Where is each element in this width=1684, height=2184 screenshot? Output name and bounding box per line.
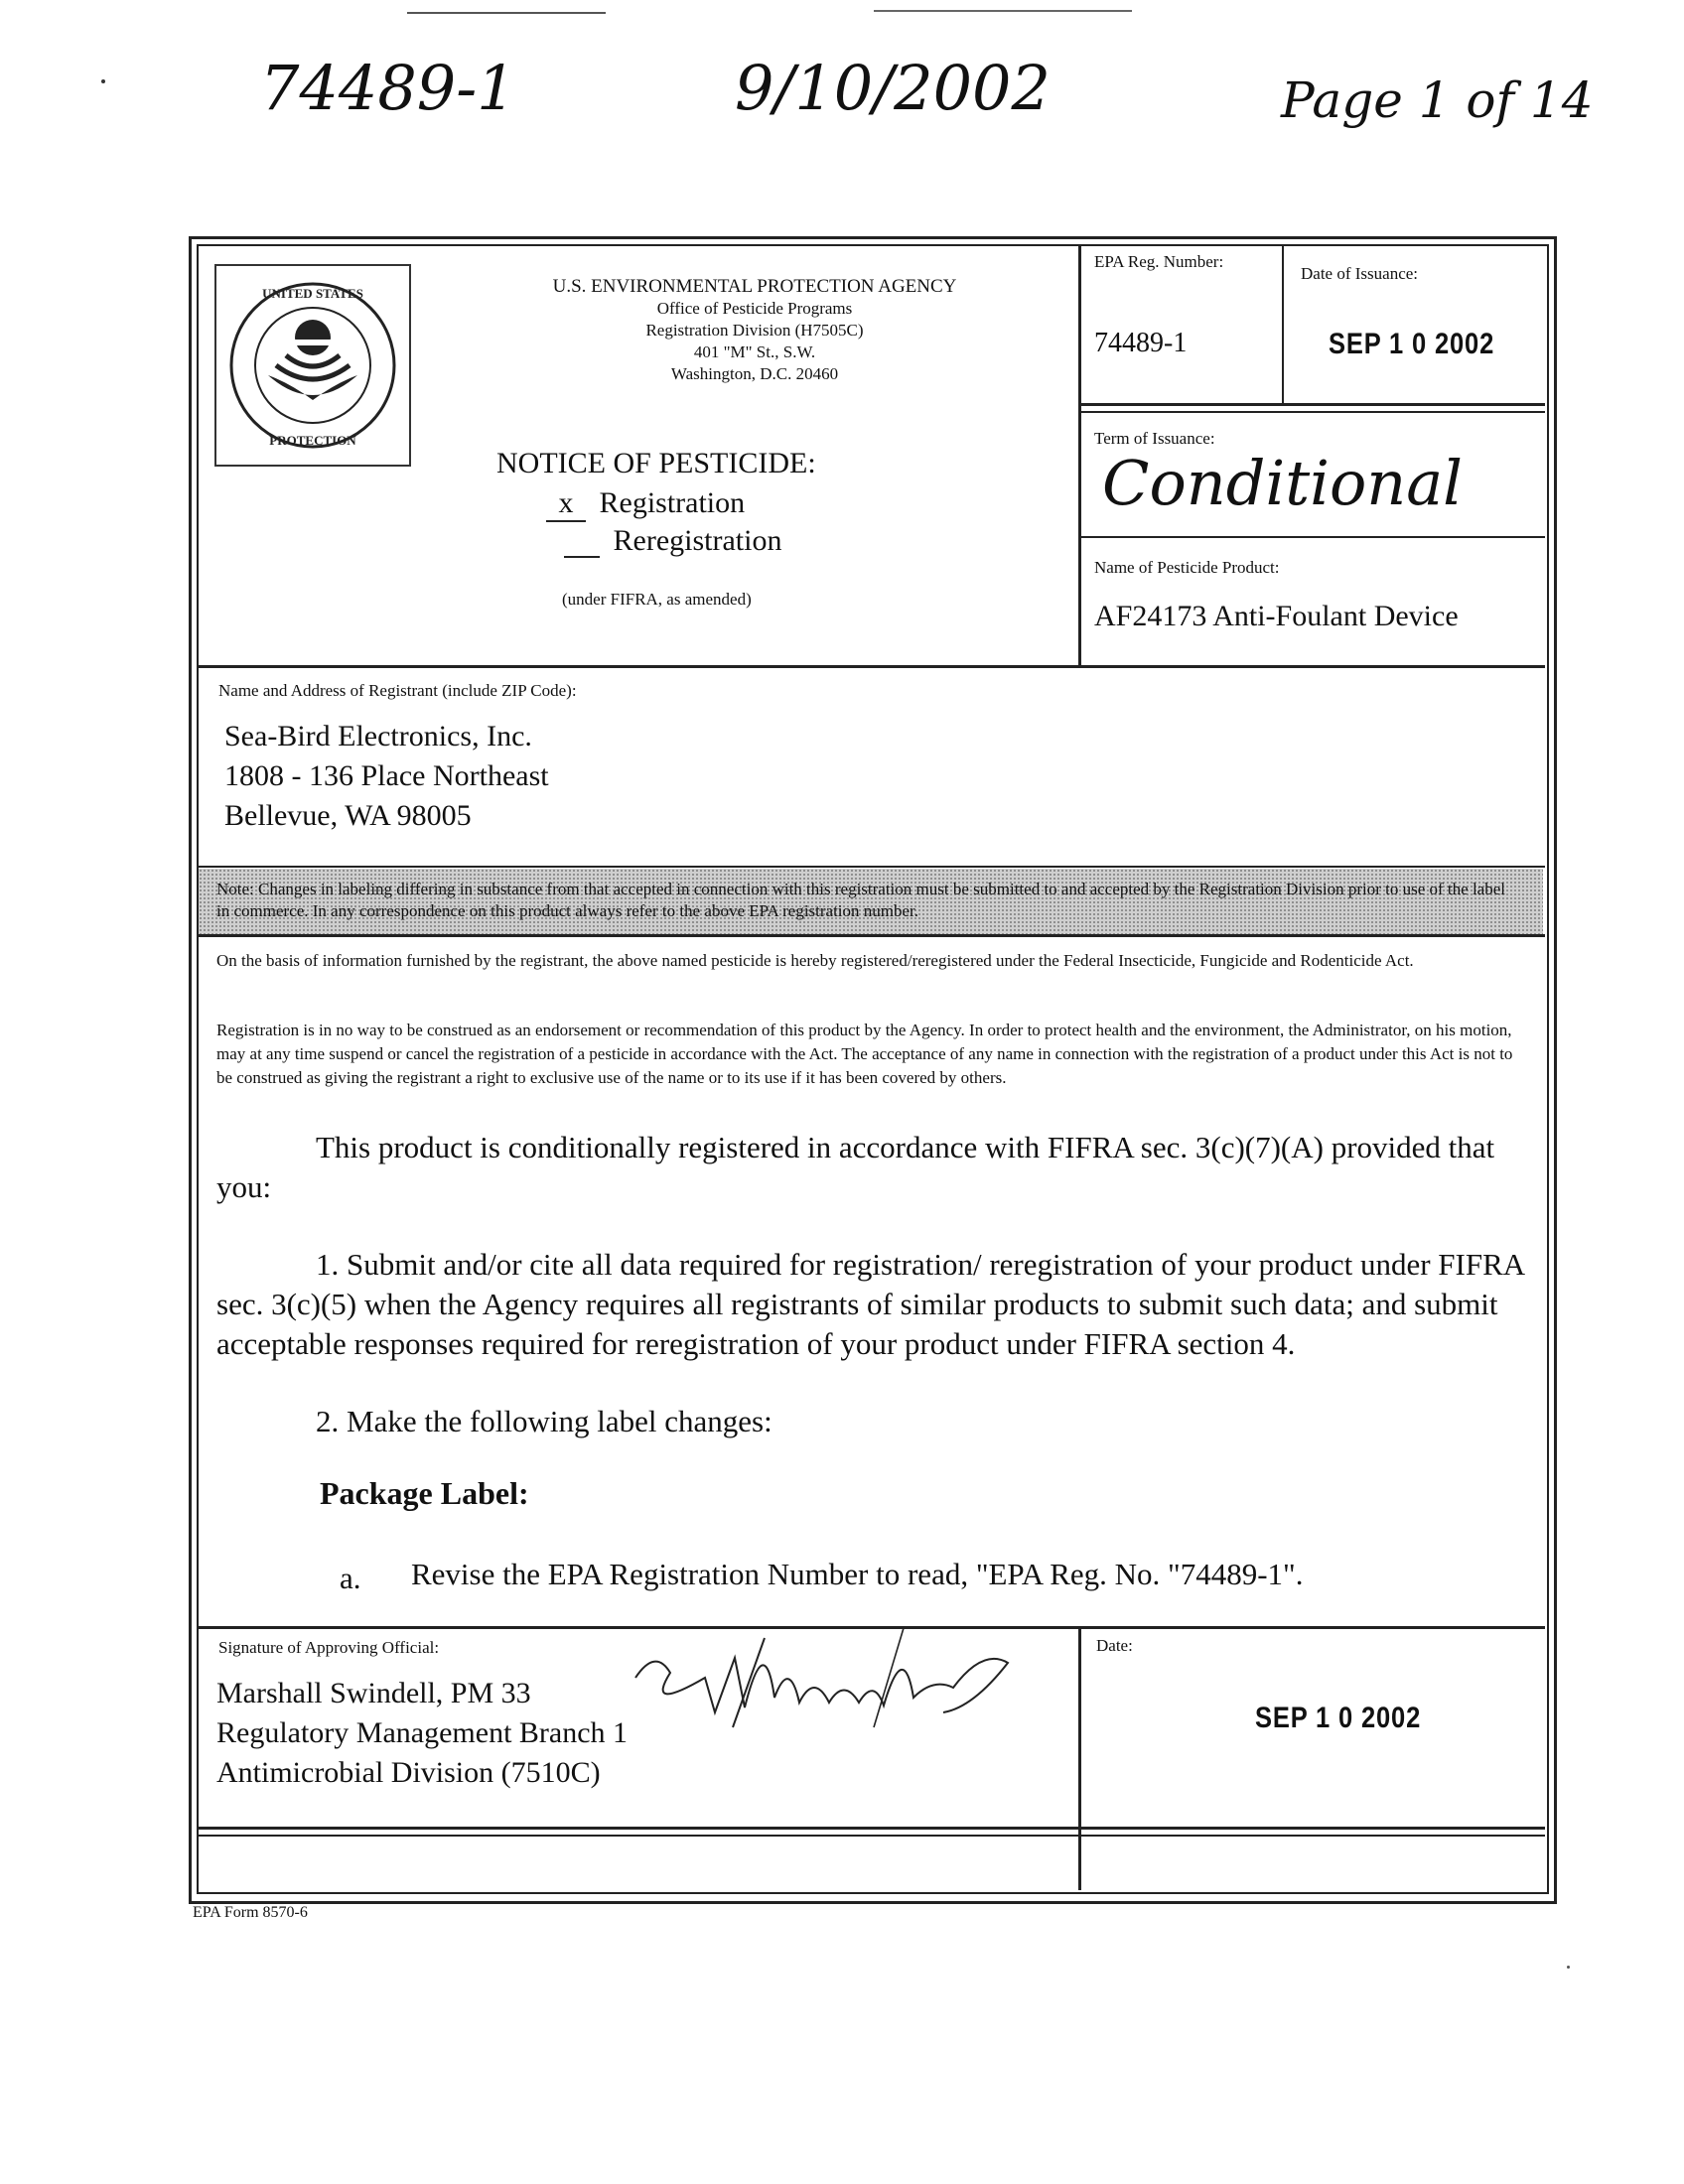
header-divider-horizontal [1078,536,1545,538]
header-bottom-divider [197,665,1545,668]
agency-address [496,276,1013,385]
agency-office: Office of Pesticide Programs [656,299,853,318]
product-label: Name of Pesticide Product: [1094,558,1280,577]
handwritten-date: 9/10/2002 [735,52,1051,124]
labeling-note [199,869,1543,934]
registrant-name: Sea-Bird Electronics, Inc. [224,720,532,752]
term-label: Term of Issuance: [1094,429,1215,448]
agency-division: Registration Division (H7505C) [645,321,864,340]
item-a-letter: a. [340,1561,361,1595]
reregistration-option [564,524,781,558]
note-bottom-divider [197,934,1545,937]
registrant-address [224,717,549,836]
agency-street: 401 "M" St., S.W. [693,342,816,361]
signature-label: Signature of Approving Official: [218,1638,440,1657]
registration-option [546,486,745,522]
header-divider-vertical [1078,244,1081,667]
bottom-row-divider-2 [197,1835,1545,1837]
registration-label: Registration [599,486,746,519]
item-2-paragraph: 2. Make the following label changes: [316,1404,772,1438]
registrant-city: Bellevue, WA 98005 [224,799,472,832]
note-top-divider [197,866,1545,868]
reregistration-checkmark [564,530,600,558]
bottom-row-divider [197,1827,1545,1830]
handwritten-page-number: Page 1 of 14 [1281,71,1594,129]
epa-seal-logo [216,266,409,465]
official-block [216,1674,628,1793]
header-divider-horizontal [1078,403,1545,406]
reg-number-value: 74489-1 [1094,328,1188,358]
svg-text:UNITED STATES: UNITED STATES [262,286,363,301]
date-issuance-stamp: SEP 1 0 2002 [1329,328,1495,360]
signature-date-stamp: SEP 1 0 2002 [1255,1702,1422,1734]
svg-text:PROTECTION: PROTECTION [269,433,356,448]
form-number: EPA Form 8570-6 [193,1904,308,1921]
signature-vertical-divider [1078,1626,1081,1890]
header-divider-horizontal [1078,411,1545,413]
handwritten-reg-number: 74489-1 [260,52,516,124]
registration-checkmark: x [546,486,586,522]
conditional-paragraph: This product is conditionally registered in accordance with FIFRA sec. 3(c)(7)(A) provided that you: [216,1130,1495,1204]
agency-city: Washington, D.C. 20460 [670,364,839,383]
scan-speck [101,79,105,83]
scan-artifact-line [874,10,1132,12]
header-divider-vertical-2 [1282,244,1284,405]
epa-seal-box [214,264,411,467]
handwritten-signature [616,1618,1033,1747]
under-fifra-note: (under FIFRA, as amended) [562,590,752,609]
scan-artifact-line [407,12,606,14]
package-label-heading: Package Label: [320,1475,529,1511]
disclaimer-paragraph: Registration is in no way to be construed as an endorsement or recommendation of this product by the Agency. In order to protect health and the environment, the Administrator, on his motion, may at any time suspend or cancel the registration of a pesticide in accordance with the Act. The acceptance of any name in connection with the registration of a product under this Act is not to be construed as giving the registrant a right to exclusive use of the name or to its use if it has been covered by others. [216,1021,1513,1087]
reregistration-label: Reregistration [613,524,782,557]
official-division: Antimicrobial Division (7510C) [216,1756,601,1789]
official-branch: Regulatory Management Branch 1 [216,1716,629,1749]
scan-speck [1567,1966,1570,1969]
notice-title: NOTICE OF PESTICIDE: [496,447,816,479]
basis-paragraph: On the basis of information furnished by the registrant, the above named pesticide is hereby registered/reregistered under the Federal Insecticide, Fungicide and Rodenticide Act. [216,951,1414,970]
official-name: Marshall Swindell, PM 33 [216,1677,531,1709]
reg-number-label: EPA Reg. Number: [1094,252,1224,271]
registrant-street: 1808 - 136 Place Northeast [224,759,549,792]
registrant-label: Name and Address of Registrant (include ZIP Code): [218,681,577,700]
agency-name: U.S. ENVIRONMENTAL PROTECTION AGENCY [552,276,957,297]
item-1-paragraph: 1. Submit and/or cite all data required for registration/ reregistration of your product under FIFRA sec. 3(c)(5) when the Agency requires all registrants of similar products to submit such data; and submit acceptable responses required for reregistration of your product under FIFRA section 4. [216,1247,1524,1361]
item-a-text: Revise the EPA Registration Number to read, "EPA Reg. No. "74489-1". [411,1557,1304,1591]
product-name: AF24173 Anti-Foulant Device [1094,600,1459,632]
labeling-note-text: Note: Changes in labeling differing in substance from that accepted in connection with this registration must be submitted to and accepted by the Registration Division prior to use of the label in commerce. In any correspondence on this product always refer to the above EPA registration number. [216,880,1505,920]
term-value-handwritten: Conditional [1102,447,1464,519]
date-issuance-label: Date of Issuance: [1301,264,1419,283]
signature-date-label: Date: [1096,1636,1133,1655]
